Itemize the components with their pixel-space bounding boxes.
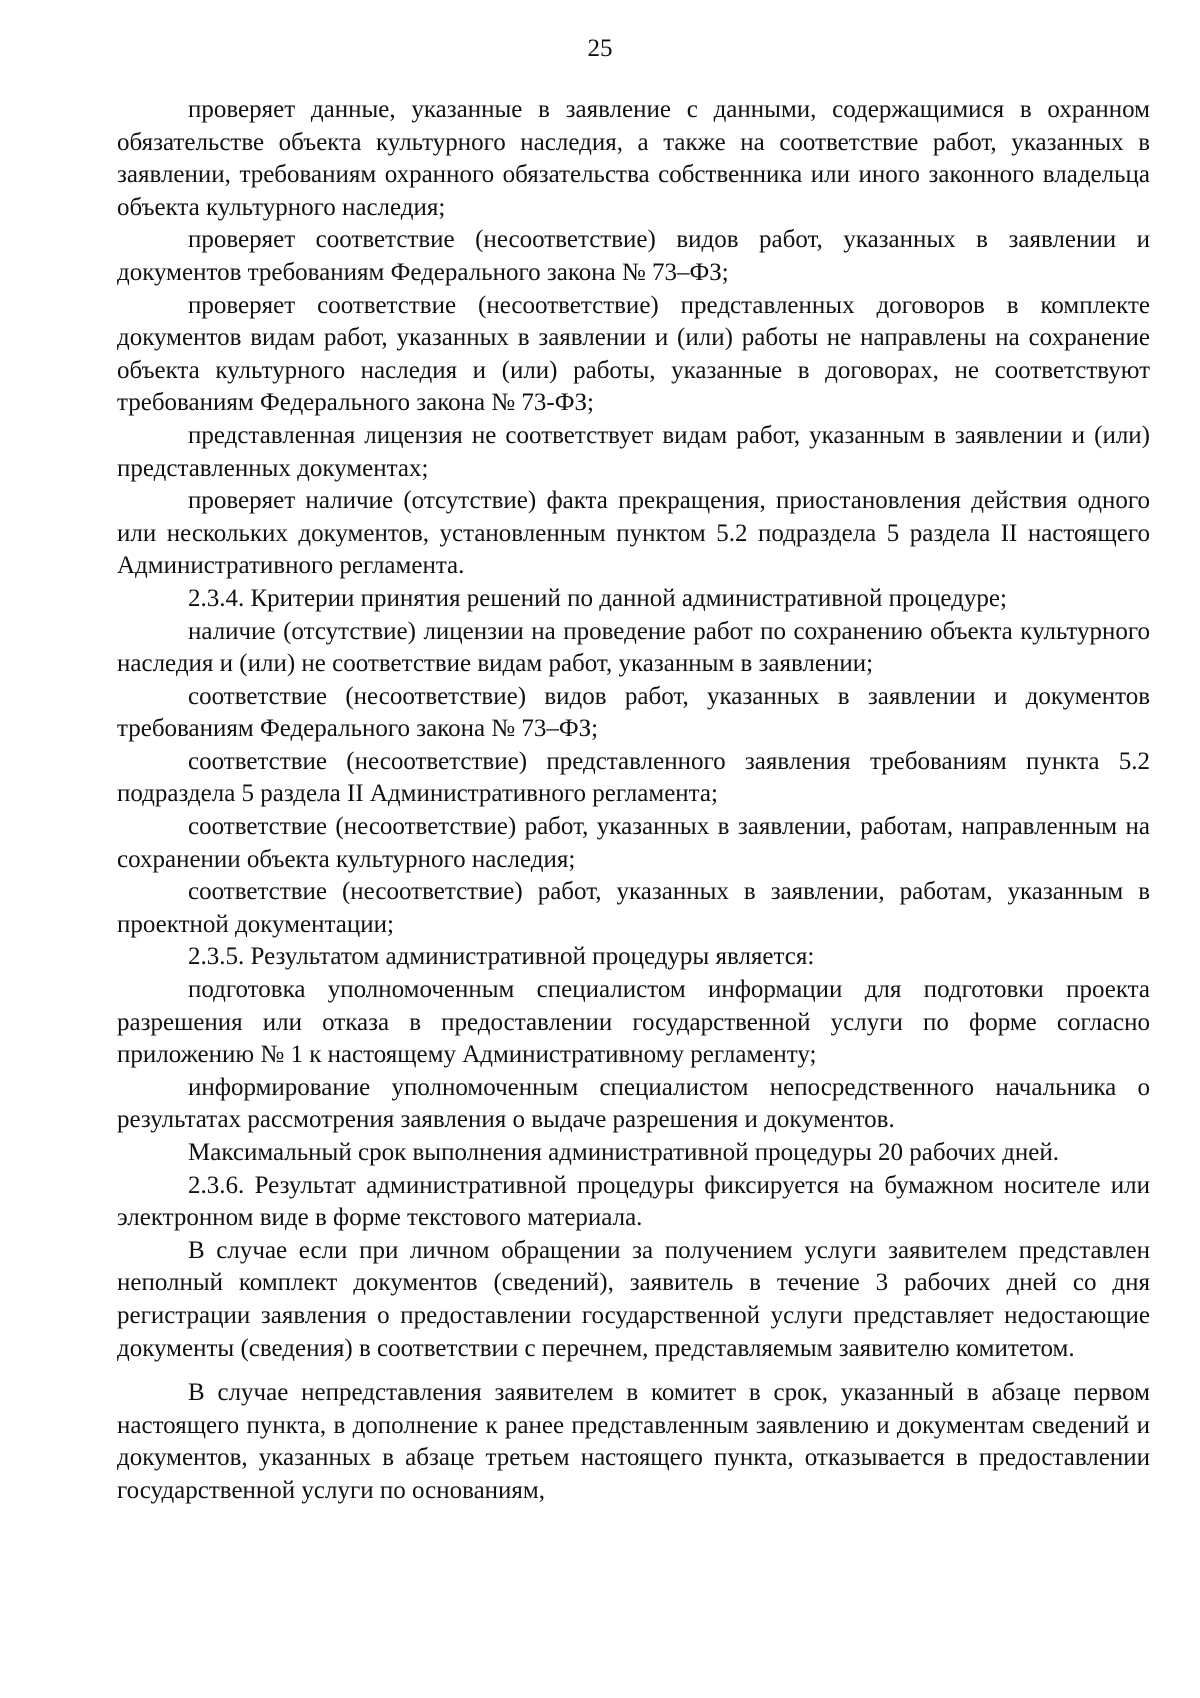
paragraph-result-preparation: подготовка уполномоченным специалистом информации для подготовки проекта разрешения или отказа в предоставлении государственной услуги по форме согласно приложению № 1 к настоящему Административному регламенту; xyxy=(117,976,1150,1069)
paragraph-criterion-project-docs: соответствие (несоответствие) работ, указанных в заявлении, работам, указанным в проектной документации; xyxy=(117,878,1150,938)
paragraph-verify-work-types: проверяет соответствие (несоответствие) видов работ, указанных в заявлении и документов требованиям Федерального закона № 73–ФЗ; xyxy=(117,226,1150,286)
paragraph-section-2-3-6: 2.3.6. Результат административной процедуры фиксируется на бумажном носителе или электронном виде в форме текстового материала. xyxy=(117,1171,1150,1232)
paragraph-verify-data: проверяет данные, указанные в заявление с данными, содержащимися в охранном обязательстве объекта культурного наследия, а также на соответствие работ, указанных в заявлении, требованиям охранного обязательства собственника или иного законного владельца объекта культурного наследия; xyxy=(117,96,1150,221)
paragraph-criterion-work-types: соответствие (несоответствие) видов работ, указанных в заявлении и документов требованиям Федерального закона № 73–ФЗ; xyxy=(117,682,1150,743)
paragraph-incomplete-documents: В случае если при личном обращении за получением услуги заявителем представлен неполный комплект документов (сведений), заявитель в течение 3 рабочих дней со дня регистрации заявления о предоставлении государственной услуги представляет недостающие документы (сведения) в соответствии с перечнем, представляемым заявителю комитетом. xyxy=(117,1236,1150,1362)
paragraph-criterion-preservation: соответствие (несоответствие) работ, указанных в заявлении, работам, направленным на сохранении объекта культурного наследия; xyxy=(117,813,1150,873)
paragraph-result-informing: информирование уполномоченным специалистом непосредственного начальника о результатах рассмотрения заявления о выдаче разрешения и документов. xyxy=(117,1073,1150,1134)
paragraph-section-2-3-4: 2.3.4. Критерии принятия решений по данной административной процедуре; xyxy=(188,584,1007,612)
document-body xyxy=(117,94,1150,1508)
paragraph-criterion-license: наличие (отсутствие) лицензии на проведение работ по сохранению объекта культурного наследия и (или) не соответствие видам работ, указанным в заявлении; xyxy=(117,617,1150,678)
paragraph-non-submission: В случае непредставления заявителем в комитет в срок, указанный в абзаце первом настоящего пункта, в дополнение к ранее представленным заявлению и документам сведений и документов, указанных в абзаце третьем настоящего пункта, отказывается в предоставлении государственной услуги по основаниям, xyxy=(117,1379,1150,1504)
paragraph-license-mismatch: представленная лицензия не соответствует видам работ, указанным в заявлении и (или) представленных документах; xyxy=(117,421,1150,482)
paragraph-verify-termination: проверяет наличие (отсутствие) факта прекращения, приостановления действия одного или нескольких документов, установленным пунктом 5.2 подраздела 5 раздела II настоящего Административного регламента. xyxy=(117,487,1150,580)
page-number: 25 xyxy=(587,35,613,62)
paragraph-section-2-3-5: 2.3.5. Результатом административной процедуры является: xyxy=(188,943,815,971)
paragraph-criterion-application: соответствие (несоответствие) представленного заявления требованиям пункта 5.2 подраздела 5 раздела II Административного регламента; xyxy=(117,747,1150,808)
paragraph-verify-contracts: проверяет соответствие (несоответствие) представленных договоров в комплекте документов видам работ, указанных в заявлении и (или) работы не направлены на сохранение объекта культурного наследия и (или) работы, указанные в договорах, не соответствуют требованиям Федерального закона № 73-ФЗ; xyxy=(117,291,1150,417)
paragraph-max-duration: Максимальный срок выполнения административной процедуры 20 рабочих дней. xyxy=(188,1139,1059,1166)
